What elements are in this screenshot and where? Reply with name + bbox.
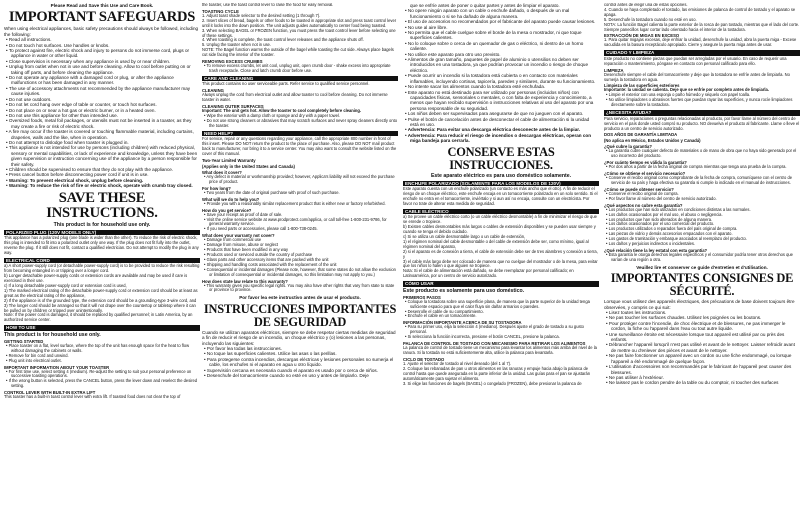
column-spanish-care-french <box>604 3 800 386</box>
list-item: • Do not let cord hang over edge of table or counter, or touch hot surfaces. <box>11 102 200 107</box>
cord-text: b) Longer detachable power-supply cords or extension cords are available and may be used if care is exercised in their use. <box>4 273 188 284</box>
section-bar-enchufe: ENCHUFE POLARIZADO (SOLAMENTE PARA LOS MODELOS DE 120V) <box>403 181 599 187</box>
superficies-note: Importante: la unidad se calienta. Deje que se enfríe por completo antes de limpiarla. <box>604 87 769 93</box>
list-item: • Los productos utilizados o reparados fuera del país original de compra. <box>611 227 800 232</box>
list-item: • Warning: To reduce the risk of fire or electric shock, operate with crumb tray closed. <box>11 183 200 188</box>
garantia-question: ¿Qué aspectos no cubre esta garantía? <box>604 202 683 208</box>
garantia-question: ¿Cómo se puede obtener servicio? <box>604 186 674 192</box>
limpieza-heading: LIMPIEZA <box>604 67 624 73</box>
warranty-answer: • Two years from the date of original purchase with proof of such purchase. <box>209 191 398 196</box>
bagel-note: NOTE: The Bagel function warms the outside of the bagel while toasting the cut side. Always place bagels cut side facing the interior of the toaster. <box>202 47 394 58</box>
list-item: • Lisez toutes les instructions. <box>611 310 800 315</box>
list-item: • Los daños y perjuicios indirectos o incidentales. <box>611 242 800 247</box>
list-item: • Close supervision is necessary when any appliance is used by or near children. <box>11 59 200 64</box>
toasting-cycle-heading: TOASTING CYCLE <box>202 8 239 14</box>
list-item: • Visit the online service website at www.prodprotect.com/applica, or call toll-free 1-800-231-9786, for general warranty service. <box>209 218 398 228</box>
list-item: • Glass parts and other accessory items that are packed with the unit <box>209 258 398 263</box>
list-item: • Los productos que han sido alterados de alguna manera. <box>611 218 800 223</box>
list-item: • Place toaster on a flat, level surface, where the top of the unit has enough space for the heat to flow without damaging the cabinets or walls. <box>11 344 200 354</box>
list-item: • Do not use outdoors. <box>11 97 200 102</box>
list-item: • Débrancher l'appareil lorsqu'il n'est pas utilisé et avant de le nettoyer. Laisser refroidir avant de mettre ou d'enlever des pièces et avant de le nettoyer. <box>611 342 800 353</box>
list-item: • No toque las superficies calientes. Utilice las asas o las perillas. <box>209 351 398 356</box>
list-item: • No utilice limpiadores o abrasivos fuertes que puedan rayar las superficies, y nunca rocíe limpiadores directamente sobre la tostadora. <box>611 98 800 108</box>
list-item: • Ne pas toucher les surfaces chaudes. Utilisez les poignées ou les boutons. <box>611 315 800 320</box>
list-item: • No permita que el cable cuelgue sobre el borde de la mesa o mostrador, ni que toque superficies calientes. <box>410 30 599 41</box>
section-bar-how-to-use: HOW TO USE <box>4 325 200 331</box>
list-item: • Children should be supervised to ensure that they do not play with the appliance. <box>11 167 200 172</box>
list-item: • Desenchufe del tomacorriente cuando no esté en uso y antes de limpiarlo. Deje <box>209 373 398 378</box>
warranty-question: How do you get service? <box>202 207 252 213</box>
section-bar-polarized-plug: POLARIZED PLUG (120V MODELS ONLY) <box>4 230 200 236</box>
list-item: • The use of accessory attachments not recommended by the appliance manufacturer may cause injuries. <box>11 86 200 97</box>
garantia-question: ¿Qué cubre la garantía? <box>604 144 652 150</box>
list-item: • Coloque la tostadora sobre una superficie plana, de manera que la parte superior de la unidad tenga suficiente espacio para que el calor fluya sin dañar armarios o paredes. <box>410 300 599 310</box>
control-lever-heading: CONTROL LEVER WITH BUILT-IN EXTRA LIFT <box>4 390 96 396</box>
garantia-answer: • Esta garantía le otorga derechos legales específicos y el consumidor podría tener otros derechos que varían de una región a otra. <box>611 253 800 263</box>
list-item: • Para su primer uso, elija la selección 4 (mediano). Después ajuste el grado de tostado a su gusto personal. <box>410 325 599 335</box>
limpieza-text: Desenchufe siempre el cable del tomacorriente y deje que la tostadora se enfríe antes de limpiarla. No sumerja la tostadora en agua. <box>604 71 790 82</box>
list-item: • Ne pas faire fonctionner un appareil avec un cordon ou une fiche endommagé, ou lorsque l'appareil a été endommagé de quelque façon. <box>611 353 800 364</box>
palanca-text: La palanca de control de tostado tiene un mecanismo para levantar los alimentos más arriba del nivel de la ranura. Si la tostada no está suficientemente alta, utilice la palanca para levantarla. <box>403 345 597 355</box>
column-spanish-safeguards <box>403 3 599 386</box>
warranty-question: For how long? <box>202 185 231 191</box>
cord-text: a) A short power-supply cord (or detachable power-supply cord) is to be provided to reduce the risk resulting from becoming entangled in or tripping over a longer cord. <box>4 263 200 274</box>
spanish-intro: Cuando se utilizan aparatos eléctricos, siempre se debe respetar ciertas medidas de seguridad a fin de reducir el riesgo de un incendio, un choque eléctrico y (o) lesiones a las personas, incluyendo las siguientes: <box>202 329 396 346</box>
migas-text: 1. Para quitar migajas excesas, deje enfriar la unidad, desenchufe la unidad, abra la puerta miga - Excese sacudida en la basura receptáculo apropiado. Cierre y asegure la puerta miga antes de usar. <box>604 37 797 48</box>
cord-text: 3) The longer cord should be arranged so that it will not drape over the countertop or tabletop where it can be pulled on by children or tripped over unintentionally. <box>4 302 196 313</box>
list-item: • Para protegerse contra incendios, descargas eléctricas y lesiones personales no sumerja el cable, los enchufes ni el aparato en agua u otro líquido. <box>209 357 398 368</box>
garantia-answer: • La garantía cubre cualquier defecto de materiales o de mano de obra que no haya sido generado por el uso incorrecto del producto. <box>611 149 800 159</box>
section-bar-need-help: NEED HELP? <box>202 131 398 137</box>
warranty-question: What does your warranty not cover? <box>202 233 275 239</box>
list-item: • Las piezas de vidrio y demás accesorios empacados con el aparato. <box>611 232 800 237</box>
section-bar-como-usar: CÓMO USAR <box>403 281 599 287</box>
list-item: 1. Ajuste el selector de tostado al nivel deseado (del 1 al 7). <box>403 360 512 366</box>
garantia-question: ¿Qué relación tiene la ley estatal con esta garantía? <box>604 248 708 253</box>
list-item: • Damage from commercial use <box>209 238 398 243</box>
cable-note: Nota: Si el cable de alimentación está dañado, se debe reemplazar por personal calificado; en Latinoamérica, por un centro de servicio autorizado. <box>403 268 574 279</box>
list-item: • Conserve el recibo original de compra. <box>611 192 800 197</box>
list-item: • Desenrolle el cable de su compartimiento. <box>410 310 599 315</box>
garantia-answer: • Por dos años a partir de la fecha original de compra mientras que tenga una prueba de la compra. <box>611 165 800 170</box>
list-item: • This appliance is not intended for use by persons (including children) with reduced physical, sensory or mental capabilities, or lack of experience and knowledge, unless they have been given supervision or instruction concerning use of the appliance by a person responsible for their safety. <box>11 145 200 167</box>
lever-continued: the toaster, use the toast control lever to raise the food for easy removal. <box>202 3 334 7</box>
list-item: 5. Desenchufe la tostadora cuando no esté en uso. <box>604 16 697 22</box>
warranty-title: Two-Year Limited Warranty <box>202 158 256 164</box>
cord-text: 1) The marked electrical rating of the detachable power-supply cord or extension cord should be at least as great as the electrical rating of the appliance, <box>4 287 198 298</box>
list-item: • Plug unit into electrical outlet. <box>11 359 200 364</box>
list-item: • Remove for bin cord and unwind. <box>11 354 200 359</box>
list-item: • Advertencia: Para evitar una descarga eléctrica desconecte antes de la limpiar. <box>410 127 599 132</box>
list-item: • Limpie el exterior con una esponja o paño húmedo y séquelo con papel toalla. <box>611 93 800 98</box>
cable-text: b) Existen cables desmontables más largos o cables de extensión disponibles y se pueden usar siempre y cuando se tenga el debido cuidado. <box>403 224 596 235</box>
ciclo-heading: CICLO DE TOSTADO <box>403 356 445 362</box>
list-item: • Unplug from outlet when not in use and before cleaning. Allow to cool before putting on or taking off parts, and before cleaning the appliance. <box>11 64 200 75</box>
garantia-question: ¿Por cuánto tiempo es válida la garantía? <box>604 160 687 166</box>
list-item: que se enfríe antes de poner o quitar partes y antes de limpiar el aparato. <box>410 3 560 8</box>
consignes-title: IMPORTANTES CONSIGNES DE SÉCURITÉ. <box>610 271 794 299</box>
list-item: • Por favor lea todas las instrucciones. <box>209 346 398 351</box>
save-instructions-title: SAVE THESE INSTRUCTIONS. <box>46 189 158 221</box>
list-item: • Une surveillance étroite est nécessaire lorsque tout appareil est utilisé par ou près des enfants. <box>611 332 800 343</box>
list-item: • No intente sacar los alimentos cuando la tostadora esté enchufada. <box>410 84 599 89</box>
cleaning-text: Always unplug the cord from electrical outlet and allow toaster to cool before cleaning. Do not immerse toaster in water. <box>202 92 388 103</box>
list-item: • L'utilisation d'accessoires non recommandés par le fabricant de l'appareil peut causer des blessures. <box>611 364 800 375</box>
list-item: • Puede ocurrir un incendio si la tostadora está cubierta o en contacto con materiales inflamables, incluyendo cortinas, tapicería, paredes y similares, durante su funcionamiento. <box>410 73 599 84</box>
safeguards-intro: When using electrical appliances, basic safety precautions should always be followed, including the following: <box>4 26 199 37</box>
list-item: 2. Insert slices of bread, bagels or other foods to be toasted in appropriate slot and press toast control lever until it locks into the down position. The unit adjusts guides automatically to center food being toasted. <box>202 17 397 28</box>
list-item: 2. Coloque las rebanadas de pan u otros alimentos en las ranuras y empuje hacia abajo la palanca de control hasta que quede asegurada en la parte inferior de la unidad. Las guías para el pan se ajustarán automáticamente para sujetar el alimento. <box>403 365 591 381</box>
list-item: • Oversized foods, metal foil packages, or utensils must not be inserted in a toaster, as they may create a fire or risk of electric shock. <box>11 118 200 129</box>
list-item: • Do not touch hot surfaces. Use handles or knobs. <box>11 43 200 48</box>
list-item: • Si selecciona la función incorrecta, presione el botón CANCEL, presione la palanca. <box>410 335 599 340</box>
uso-domestico-note: Este aparato eléctrico es para uso doméstico solamente. <box>430 172 572 179</box>
list-item: • Products used or serviced outside the country of purchase <box>209 253 398 258</box>
list-item: • To protect against fire, electric shock and injury to persons do not immerse cord, plugs or appliance in water or other liquid. <box>11 48 200 59</box>
list-item: 5. Unplug the toaster when not in use. <box>202 42 271 48</box>
warranty-question: What will we do to help you? <box>202 196 260 202</box>
garantia-title: DOS AÑOS DE GARANTÍA LIMITADA <box>604 132 678 138</box>
list-item: • No opere ningún aparato con un cable o enchufe dañado, o después de un mal funcionamiento o si se ha dañado de alguna manera. <box>410 8 599 19</box>
list-item: 4. When toasting is complete, the toast control lever releases and the appliance shuts off. <box>202 37 364 43</box>
enchufe-text: Este aparato cuenta con un enchufe polarizado (un contacto es más ancho que el otro). A fin de reducir el riesgo de un choque eléctrico, este enchufe encaja en un tomacorriente polarizado en un solo sentido. Si el enchufe no entra en el tomacorriente, inviértalo y si aun así no encaja, consulte con un electricista. Por favor no trate de alterar esta medida de seguridad. <box>403 186 598 206</box>
warranty-answer: • Provide you with a reasonably similar replacement product that is either new or factory refurbished. <box>209 202 398 207</box>
cuidado-text: Este producto no contiene piezas que puedan ser arregladas por el usuario. En caso de requerir una reparación o mantenimiento, póngase en contacto con personal calificado para ello. <box>604 55 787 66</box>
section-bar-cable: CABLE ELÉCTRICO <box>403 209 599 215</box>
section-bar-cuidado: CUIDADO Y LIMPIEZA <box>604 50 800 56</box>
primeros-pasos-heading: PRIMEROS PASOS <box>403 294 441 300</box>
list-item: • Advertencia: Para reducir el riesgo de incendios o descargas eléctricas, operan con miga bandeja para cerrarla. <box>410 133 599 144</box>
outer-note: Important: The unit gets hot. Allow the toaster to cool completely before cleaning. <box>202 108 362 114</box>
cable-text: 3) el cable más largo debe ser colocado de manera que no cuelgue del mostrador o de la mesa, para evitar que los niños lo halen o que alguien se tropiece. <box>403 258 598 269</box>
warranty-question: What does it cover? <box>202 170 242 176</box>
list-item: • Do not use this appliance for other than intended use. <box>11 113 200 118</box>
help-text: For service, repair or any questions regarding your appliance, call the appropriate 800 number in front of this insert. Please DO NOT return the product to the place of purchase. Also, please DO NOT mail product back to manufacturer, nor bring it to a service center. You may also want to consult the website listed on the cover of this manual. <box>202 136 397 157</box>
list-item: • Do not operate any appliance with a damaged cord or plug, or after the appliance malfunctions or has been damaged in any manner. <box>11 75 200 86</box>
cable-text: a) Se provee un cable eléctrico corto (o un cable eléctrico desmontable) a fin de minimizar el riesgo de que se enrede o tropiece. <box>403 214 597 225</box>
column-english-usage <box>202 3 398 378</box>
list-item: • For first time use, select setting 4 (medium). Re-adjust the setting to suit your personal preference on successive toasting operations. <box>11 370 200 380</box>
section-bar-electrical-cord: ELECTRICAL CORD <box>4 258 200 264</box>
list-item: • Supervisión cercana es necesaria cuando el aparato es usado por o cerca de niños. <box>209 368 398 373</box>
ayuda-text: Para servicio, reparaciones o preguntas relacionadas al producto, por favor llame al número del centro de servicio en el país donde usted compró su producto. NO devuelva el producto al fabricante. Llame o lleve el producto a un centro de servicio autorizado. <box>604 115 800 131</box>
garantia-question: ¿Cómo se obtiene el servicio necesario? <box>604 171 686 177</box>
list-item: • Products that have been modified in any way <box>209 248 398 253</box>
list-item: • Consequential or incidental damages (Please note, however, that some states do not allow the exclusion or limitation of consequential or incidental damages, so this limitation may not apply to you.) <box>209 268 398 278</box>
cord-text: c) If a long detachable power-supply cord or extension cord is used, <box>4 283 127 289</box>
crumb-text: • To remove excess crumbs, let unit cool, unplug unit, open crumb door - shake excess into appropriate trash receptacle. Close and latch crumb door before use. <box>209 64 398 74</box>
list-item: • Shipping and handling costs associated with the replacement of the unit <box>209 263 398 268</box>
list-item: • Enchufe el cable en un tomacorriente. <box>410 314 599 319</box>
superficies-heading: Limpieza de las superficies exteriores <box>604 83 680 89</box>
list-item: • Pulse el botón de cancelación antes de desconectar el cable de alimentación si la unidad está en uso. <box>410 117 599 128</box>
section-bar-ayuda: ¿NECESITA AYUDA? <box>604 110 800 116</box>
important-safeguards-title: IMPORTANT SAFEGUARDS <box>8 9 196 26</box>
list-item: • Los niños deben ser supervisados para asegurarse de que no jueguen con el aparato. <box>410 111 599 116</box>
list-item: • Los gastos de tramitación y embarque asociados al reemplazo del producto. <box>611 237 800 242</box>
como-usar-sub: Este producto es solamente para uso doméstico. <box>403 287 525 294</box>
list-item: 1. Adjust toast shade selector to the desired setting (1 through 7). <box>202 12 321 18</box>
section-bar-care-cleaning: CARE AND CLEANING <box>202 76 398 82</box>
control-lever-text: This toaster has a built-in toast control lever with extra lift. If toasted food does not clear the top of <box>4 394 181 400</box>
warranty-sub: (Applies only in the United States and Canada) <box>202 164 295 170</box>
list-item: 3. When selecting BAGEL or FROZEN function, you must press the toast control lever before selecting one of these settings. <box>202 27 396 38</box>
list-item: • El uso de accesorios no recomendados por el fabricante del aparato puede causar lesiones. <box>410 19 599 24</box>
polarized-plug-text: This appliance has a polarized plug (one blade is wider than the other). To reduce the risk of electric shock, this plug is intended to fit into a polarized outlet only one way. If the plug does not fit fully into the outlet, reverse the plug. If it still does not fit, contact a qualified electrician. Do not attempt to modify the plug in any way. <box>4 235 199 255</box>
list-item: • Read all instructions. <box>11 37 200 42</box>
list-item: • Press cancel button before disconnecting power cord if unit is in use. <box>11 172 200 177</box>
list-item: • No utilice este aparato para otro uso previsto. <box>410 52 599 57</box>
care-text: This product contains no user serviceable parts. Refer service to qualified service personnel. <box>202 81 370 87</box>
list-item: • Do not attempt to dislodge food when toaster is plugged in. <box>11 140 200 145</box>
list-item: • Por favor llame al número del centro de servicio autorizado. <box>611 197 800 202</box>
list-item: • Do not use strong cleaners or abrasives that may scratch surfaces and never spray cleaners directly onto the toaster. <box>209 119 398 129</box>
french-intro: Lorsque vous utilisez des appareils électriques, des précautions de base doivent toujours être observées, y compris ce qui suit: <box>604 299 795 310</box>
conserve-title: CONSERVE ESTAS INSTRUCCIONES. <box>447 144 555 172</box>
list-item: • Los daños ocasionados por el uso comercial del producto. <box>611 222 800 227</box>
list-item: • No use al aire libre. <box>410 25 599 30</box>
instrucciones-title: INSTRUCCIONES IMPORTANTES DE SEGURIDAD <box>203 301 397 329</box>
important-info-heading: IMPORTANT INFORMATION ABOUT YOUR TOASTER <box>4 364 110 370</box>
cord-text: 2) If the appliance is of the grounded type, the extension cord should be a grounding-type 3-wire cord, and <box>4 297 197 303</box>
bagel-note-es: NOTA: La función Bagel calienta la parte exterior de la rosca de pan tostado, mientras que el lado del corte. Siempre panecillos lugar cortar lado orientado hacia el interior de la tostadora. <box>604 21 800 32</box>
cleaning-heading: CLEANING <box>202 88 224 94</box>
list-item: • Alimentos de gran tamaño, paquetes de papel de aluminio o utensilios no deben ser introducidos en una tostadora, ya que podrían provocar un incendio o riesgo de choque eléctrico. <box>410 57 599 73</box>
list-item: • Los productos que han sido utilizados en condiciones distintas a las normales. <box>611 208 800 213</box>
warranty-answer: • This warranty gives you specific legal rights. You may also have other rights that vary from state to state or province to province. <box>209 284 398 294</box>
list-item: • No lo coloque sobre o cerca de un quemador de gas o eléctrico, ni dentro de un horno caliente. <box>410 41 599 52</box>
list-item: • If you need parts or accessories, please call 1-800-738-0245. <box>209 227 398 232</box>
informacion-heading: INFORMACIÓN IMPORTANTE ACERCA DE SU TOSTADORA <box>403 320 522 326</box>
column-english-safeguards <box>4 3 200 400</box>
how-to-use-sub: This product is for household use only. <box>4 331 101 338</box>
list-item: • Save your receipt as proof of date of sale. <box>209 213 398 218</box>
cable-text: 2) si el aparato es de conexión a tierra, el cable de extensión debe ser de tres alambres y conexión a tierra, y <box>403 248 598 259</box>
warranty-question: How does state law relate to this warranty? <box>202 278 288 284</box>
list-item: control antes de elegir una de estas opciones. <box>604 3 688 7</box>
garantia-sub: (No aplica en México, Estados Unidos y Canadá) <box>604 138 701 144</box>
warranty-answer: • Any defect in material or workmanship provided; however, Applica's liability will not exceed the purchase price of product. <box>209 175 398 185</box>
list-item: • If the wrong button is selected, press the CANCEL button, press the lever down and reselect the desired setting. <box>11 379 200 389</box>
palanca-heading: PALANCA DE CONTROL DE TOSTADO CON MECANISMO PARA RETIRAR LOS ALIMENTOS <box>403 341 586 347</box>
list-item: • A fire may occur if the toaster is covered or touching flammable material, including curtains, draperies, walls and the like, when in operation. <box>11 129 200 140</box>
cable-text: 1) el régimen nominal del cable desmontable o del cable de extensión debe ser, como mínimo, igual al régimen nominal del aparato, <box>403 238 589 249</box>
read-and-save-note: Please Read and Save this Use and Care Book. <box>50 3 154 8</box>
list-item: • Ne pas utiliser à l'extérieur. <box>611 375 800 380</box>
french-read-note: Veuillez lire et conserver ce guide d'entretien et d'utilisation. <box>636 264 768 270</box>
list-item: 3. Si elige las funciones de bagels (BAGEL) o congelado (FROZEN), debe presionar la palanca de <box>403 380 582 386</box>
household-use-note: This product is for household use only. <box>53 221 151 228</box>
migas-heading: EXTRACCIÓN DE MIGAS EN EXCESO <box>604 33 680 39</box>
list-item: • Damage from misuse, abuse or neglect <box>209 243 398 248</box>
list-item: • Los daños ocasionados por el mal uso, el abuso o negligencia. <box>611 213 800 218</box>
list-item: • Pour protéger contre l'incendie, de choc électrique et de blessures, ne pas immerger le cordon, la fiche ou l'appareil dans l'eau ou tout autre liquide. <box>611 321 800 332</box>
list-item: • Do not place on or near a hot gas or electric burner, or in a heated oven. <box>11 108 200 113</box>
list-item: • Ne laissez pas le cordon pendre de la table ou du comptoir, ni toucher des surfaces <box>611 380 800 385</box>
getting-started-heading: GETTING STARTED <box>4 338 44 344</box>
garantia-answer: • Conserve el recibo original como comprobante de la fecha de compra, comuníquese con el centro de servicio de su país y haga efectiva su garantía si cumple lo indicado en el manual de instrucciones. <box>611 176 800 186</box>
list-item: • Warning: To prevent electrical shock, unplug before cleaning. <box>11 178 200 183</box>
spanish-read-note: Por favor lea este instructivo antes de usar el producto. <box>239 295 361 301</box>
outer-surfaces-heading: CLEANING OUTER SURFACES <box>202 104 264 110</box>
list-item: 4. Cuando se haya completado el tostado, las emisiones de palanca de control de tostado y el aparato se apaga. <box>604 6 796 17</box>
cord-note: Note: If the power cord is damaged, it should be replaced by qualified personnel; in Latin America, by an authorized service center. <box>4 312 193 323</box>
list-item: • Este aparato no está destinado para ser utilizado por personas (incluidos niños) con capacidades físicas, sensoriales o mentales, o con falta de experiencia y conocimiento, a menos que hayan recibido supervisión o instrucciones relativas al uso del aparato por una persona responsable de su seguridad. <box>410 90 599 112</box>
safeguards-list <box>4 37 200 188</box>
removing-crumbs-heading: REMOVING EXCESS CRUMBS <box>202 59 263 65</box>
list-item: • Wipe the exterior with a damp cloth or sponge and dry with a paper towel. <box>209 114 398 119</box>
cable-text: c) Si se utiliza un cable desmontable largo o un cable de extensión, <box>403 234 526 239</box>
